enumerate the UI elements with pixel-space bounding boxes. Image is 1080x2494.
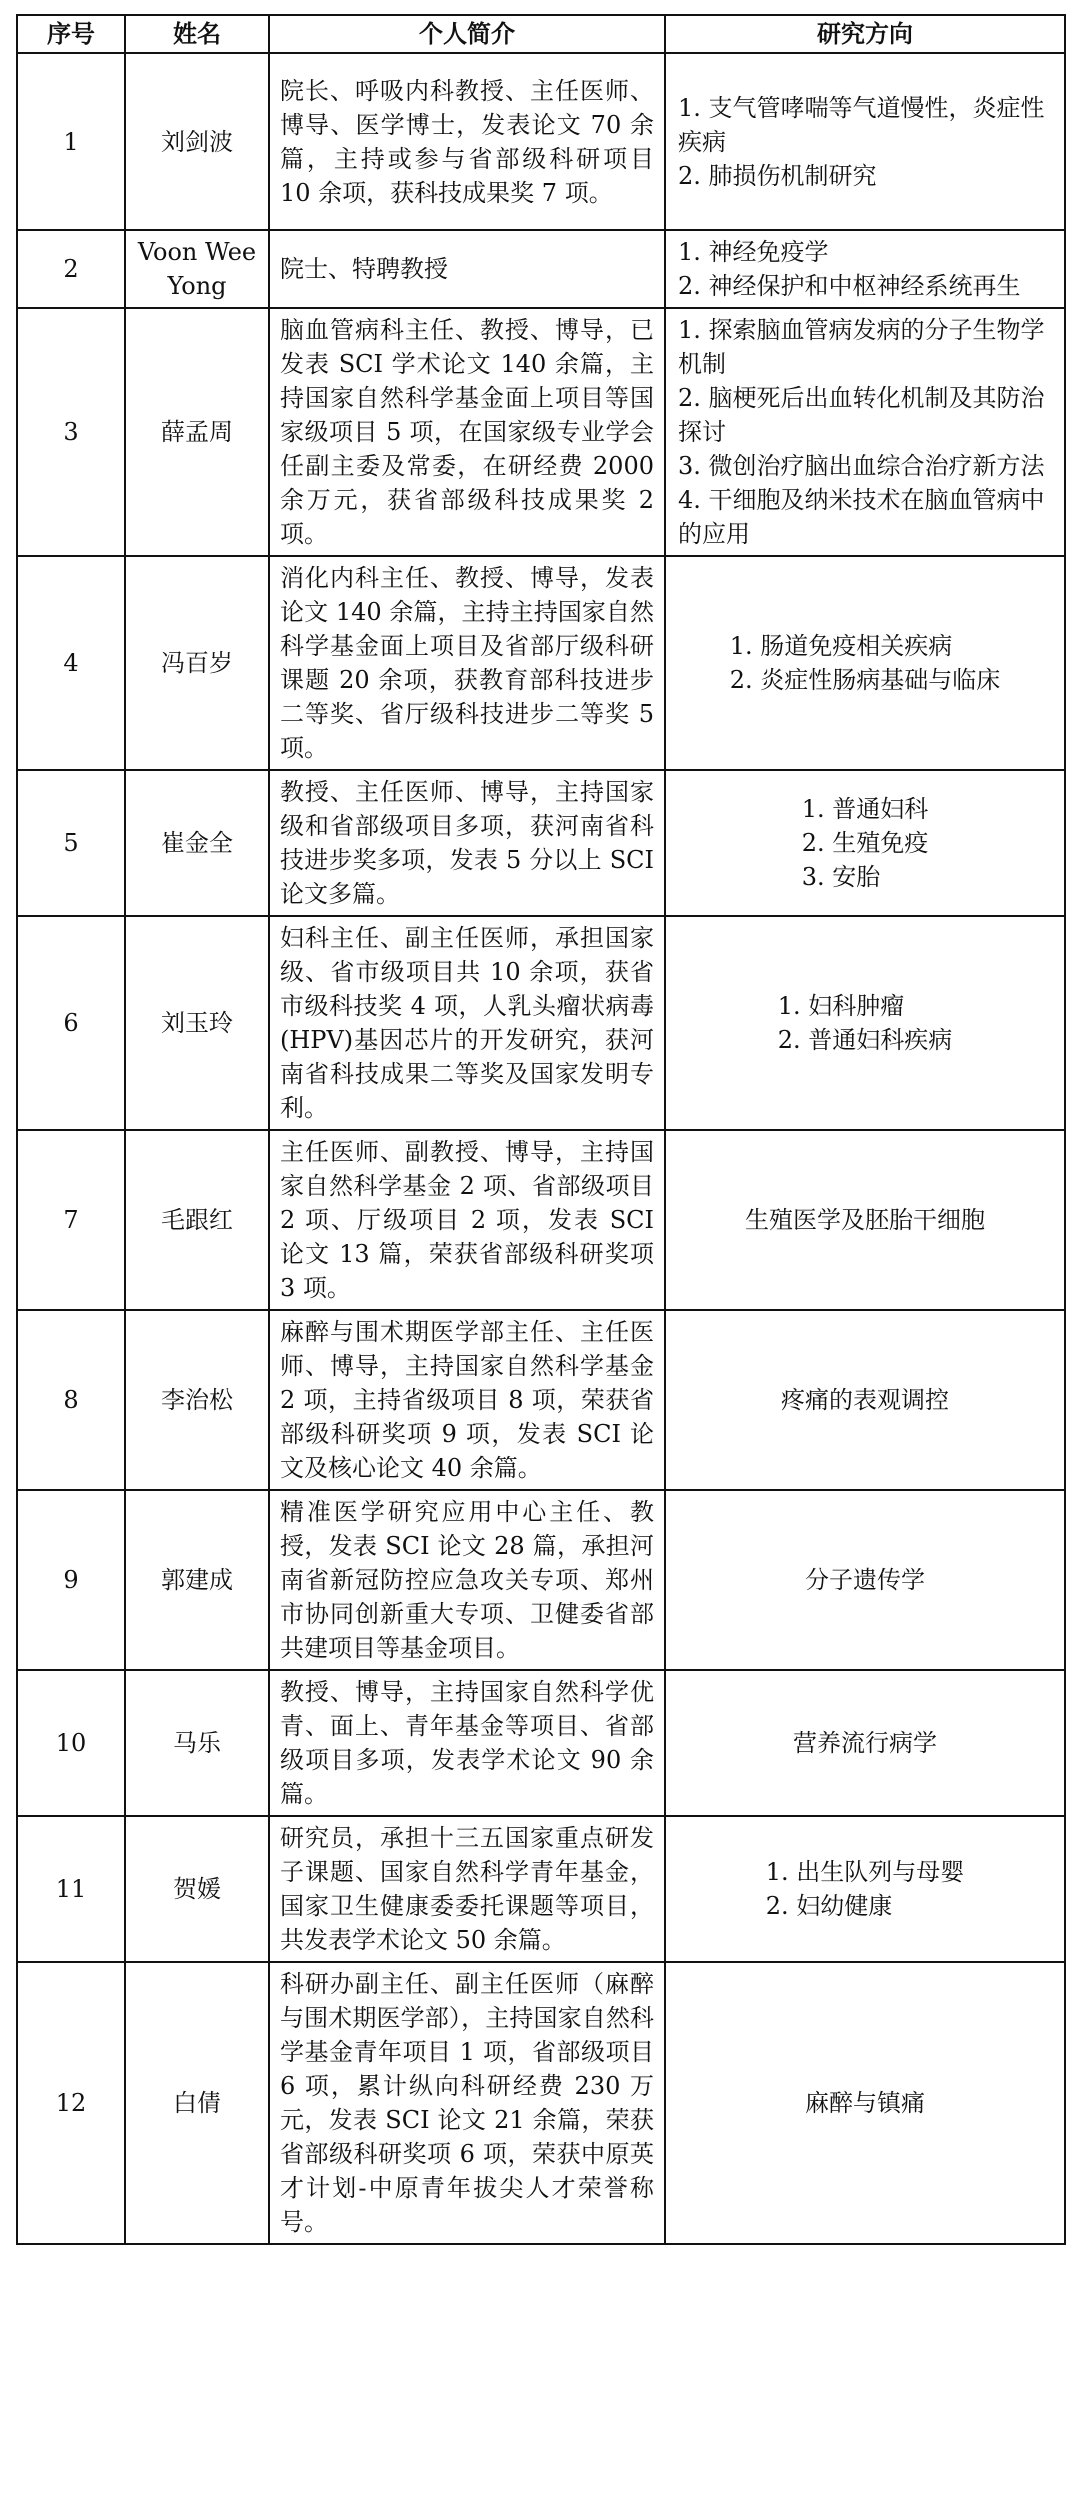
research-directions: [665, 1310, 1065, 1490]
research-directions: [665, 770, 1065, 916]
table-row: [17, 916, 1065, 1130]
row-number: 6: [17, 916, 125, 1130]
header-number: 序号: [17, 15, 125, 53]
header-research: 研究方向: [665, 15, 1065, 53]
faculty-table: [16, 14, 1066, 2245]
research-direction-item: 2. 肺损伤机制研究: [678, 161, 877, 190]
research-directions: [665, 556, 1065, 770]
research-direction-list: [766, 1855, 965, 1923]
research-direction-item: 1. 神经免疫学: [678, 238, 829, 266]
row-number: 2: [17, 230, 125, 308]
row-number: 9: [17, 1490, 125, 1670]
research-direction-item: 2. 神经保护和中枢神经系统再生: [678, 272, 1021, 300]
person-bio: 主任医师、副教授、博导，主持国家自然科学基金 2 项、省部级项目 2 项、厅级项目 2 项，发表 SCI 论文 13 篇，荣获省部级科研奖项 3 项。: [269, 1130, 665, 1310]
person-name: 李治松: [125, 1310, 269, 1490]
row-number: 3: [17, 308, 125, 556]
person-bio: 科研办副主任、副主任医师（麻醉与围术期医学部），主持国家自然科学基金青年项目 1 项，省部级项目 6 项，累计纵向科研经费 230 万元，发表 SCI 论文 21 余篇，荣获省部级科研奖项 6 项，荣获中原英才计划-中原青年拔尖人才荣誉称号。: [269, 1962, 665, 2244]
person-name: 刘玉玲: [125, 916, 269, 1130]
table-row: [17, 1310, 1065, 1490]
table-row: [17, 53, 1065, 230]
row-number: 12: [17, 1962, 125, 2244]
person-name: 刘剑波: [125, 53, 269, 230]
row-number: 5: [17, 770, 125, 916]
person-bio: 研究员，承担十三五国家重点研发子课题、国家自然科学青年基金，国家卫生健康委委托课题等项目，共发表学术论文 50 余篇。: [269, 1816, 665, 1962]
research-direction-list: [778, 989, 953, 1057]
research-direction-item: 3. 安胎: [801, 863, 881, 891]
research-directions: [665, 230, 1065, 308]
research-direction-item: 1. 支气管哮喘等气道慢性，炎症性疾病: [678, 93, 1045, 156]
row-number: 8: [17, 1310, 125, 1490]
person-bio: 院士、特聘教授: [269, 230, 665, 308]
research-directions: [665, 1670, 1065, 1816]
table-row: [17, 1962, 1065, 2244]
table-row: [17, 1670, 1065, 1816]
research-direction-item: 麻醉与镇痛: [805, 2089, 925, 2117]
table-row: [17, 1490, 1065, 1670]
research-directions: [665, 1816, 1065, 1962]
research-direction-list: [802, 792, 929, 894]
table-row: [17, 230, 1065, 308]
person-name: 崔金全: [125, 770, 269, 916]
row-number: 4: [17, 556, 125, 770]
research-direction-item: 3. 微创治疗脑出血综合治疗新方法: [678, 452, 1045, 480]
research-direction-item: 分子遗传学: [805, 1566, 925, 1594]
person-bio: 教授、主任医师、博导，主持国家级和省部级项目多项，获河南省科技进步奖多项，发表 5 分以上 SCI 论文多篇。: [269, 770, 665, 916]
header-row: [17, 15, 1065, 53]
row-number: 11: [17, 1816, 125, 1962]
research-direction-item: 2. 脑梗死后出血转化机制及其防治探讨: [678, 384, 1045, 446]
person-bio: 消化内科主任、教授、博导，发表论文 140 余篇，主持主持国家自然科学基金面上项目及省部厅级科研课题 20 余项，获教育部科技进步二等奖、省厅级科技进步二等奖 5 项。: [269, 556, 665, 770]
table-row: [17, 1816, 1065, 1962]
research-direction-item: 2. 炎症性肠病基础与临床: [729, 666, 1001, 694]
table-row: [17, 308, 1065, 556]
person-name: 郭建成: [125, 1490, 269, 1670]
person-bio: 教授、博导，主持国家自然科学优青、面上、青年基金等项目、省部级项目多项，发表学术论文 90 余篇。: [269, 1670, 665, 1816]
research-direction-item: 营养流行病学: [793, 1729, 937, 1757]
research-direction-item: 2. 生殖免疫: [801, 829, 929, 857]
person-bio: 精准医学研究应用中心主任、教授，发表 SCI 论文 28 篇，承担河南省新冠防控应急攻关专项、郑州市协同创新重大专项、卫健委省部共建项目等基金项目。: [269, 1490, 665, 1670]
person-name: 冯百岁: [125, 556, 269, 770]
table-row: [17, 770, 1065, 916]
person-name: 薛孟周: [125, 308, 269, 556]
person-name: Voon Wee Yong: [125, 230, 269, 308]
research-direction-item: 生殖医学及胚胎干细胞: [745, 1206, 985, 1234]
header-name: 姓名: [125, 15, 269, 53]
row-number: 7: [17, 1130, 125, 1310]
person-bio: 妇科主任、副主任医师，承担国家级、省市级项目共 10 余项，获省市级科技奖 4 项，人乳头瘤状病毒(HPV)基因芯片的开发研究，获河南省科技成果二等奖及国家发明专利。: [269, 916, 665, 1130]
research-direction-item: 1. 肠道免疫相关疾病: [729, 632, 953, 660]
research-direction-item: 1. 出生队列与母婴: [765, 1858, 965, 1886]
research-direction-item: 2. 妇幼健康: [765, 1892, 893, 1920]
person-bio: 脑血管病科主任、教授、博导，已发表 SCI 学术论文 140 余篇，主持国家自然科学基金面上项目等国家级项目 5 项，在国家级专业学会任副主委及常委，在研经费 2000 余万元，获省部级科技成果奖 2 项。: [269, 308, 665, 556]
research-directions: [665, 53, 1065, 230]
table-row: [17, 556, 1065, 770]
person-name: 贺媛: [125, 1816, 269, 1962]
row-number: 10: [17, 1670, 125, 1816]
header-bio: 个人简介: [269, 15, 665, 53]
research-directions: [665, 1130, 1065, 1310]
research-direction-item: 4. 干细胞及纳米技术在脑血管病中的应用: [678, 486, 1045, 548]
research-direction-item: 1. 妇科肿瘤: [777, 992, 905, 1020]
research-direction-list: [730, 629, 1001, 697]
research-direction-item: 2. 普通妇科疾病: [777, 1026, 953, 1054]
person-bio: 麻醉与围术期医学部主任、主任医师、博导，主持国家自然科学基金 2 项，主持省级项目 8 项，荣获省部级科研奖项 9 项，发表 SCI 论文及核心论文 40 余篇。: [269, 1310, 665, 1490]
person-bio: 院长、呼吸内科教授、主任医师、博导、医学博士，发表论文 70 余篇，主持或参与省部级科研项目 10 余项，获科技成果奖 7 项。: [269, 53, 665, 230]
person-name: 白倩: [125, 1962, 269, 2244]
research-directions: [665, 1962, 1065, 2244]
research-direction-item: 1. 普通妇科: [801, 795, 929, 823]
person-name: 毛跟红: [125, 1130, 269, 1310]
person-name: 马乐: [125, 1670, 269, 1816]
research-directions: [665, 916, 1065, 1130]
research-directions: [665, 1490, 1065, 1670]
research-directions: [665, 308, 1065, 556]
research-direction-item: 疼痛的表观调控: [781, 1386, 949, 1414]
table-row: [17, 1130, 1065, 1310]
research-direction-item: 1. 探索脑血管病发病的分子生物学机制: [678, 316, 1045, 378]
row-number: 1: [17, 53, 125, 230]
